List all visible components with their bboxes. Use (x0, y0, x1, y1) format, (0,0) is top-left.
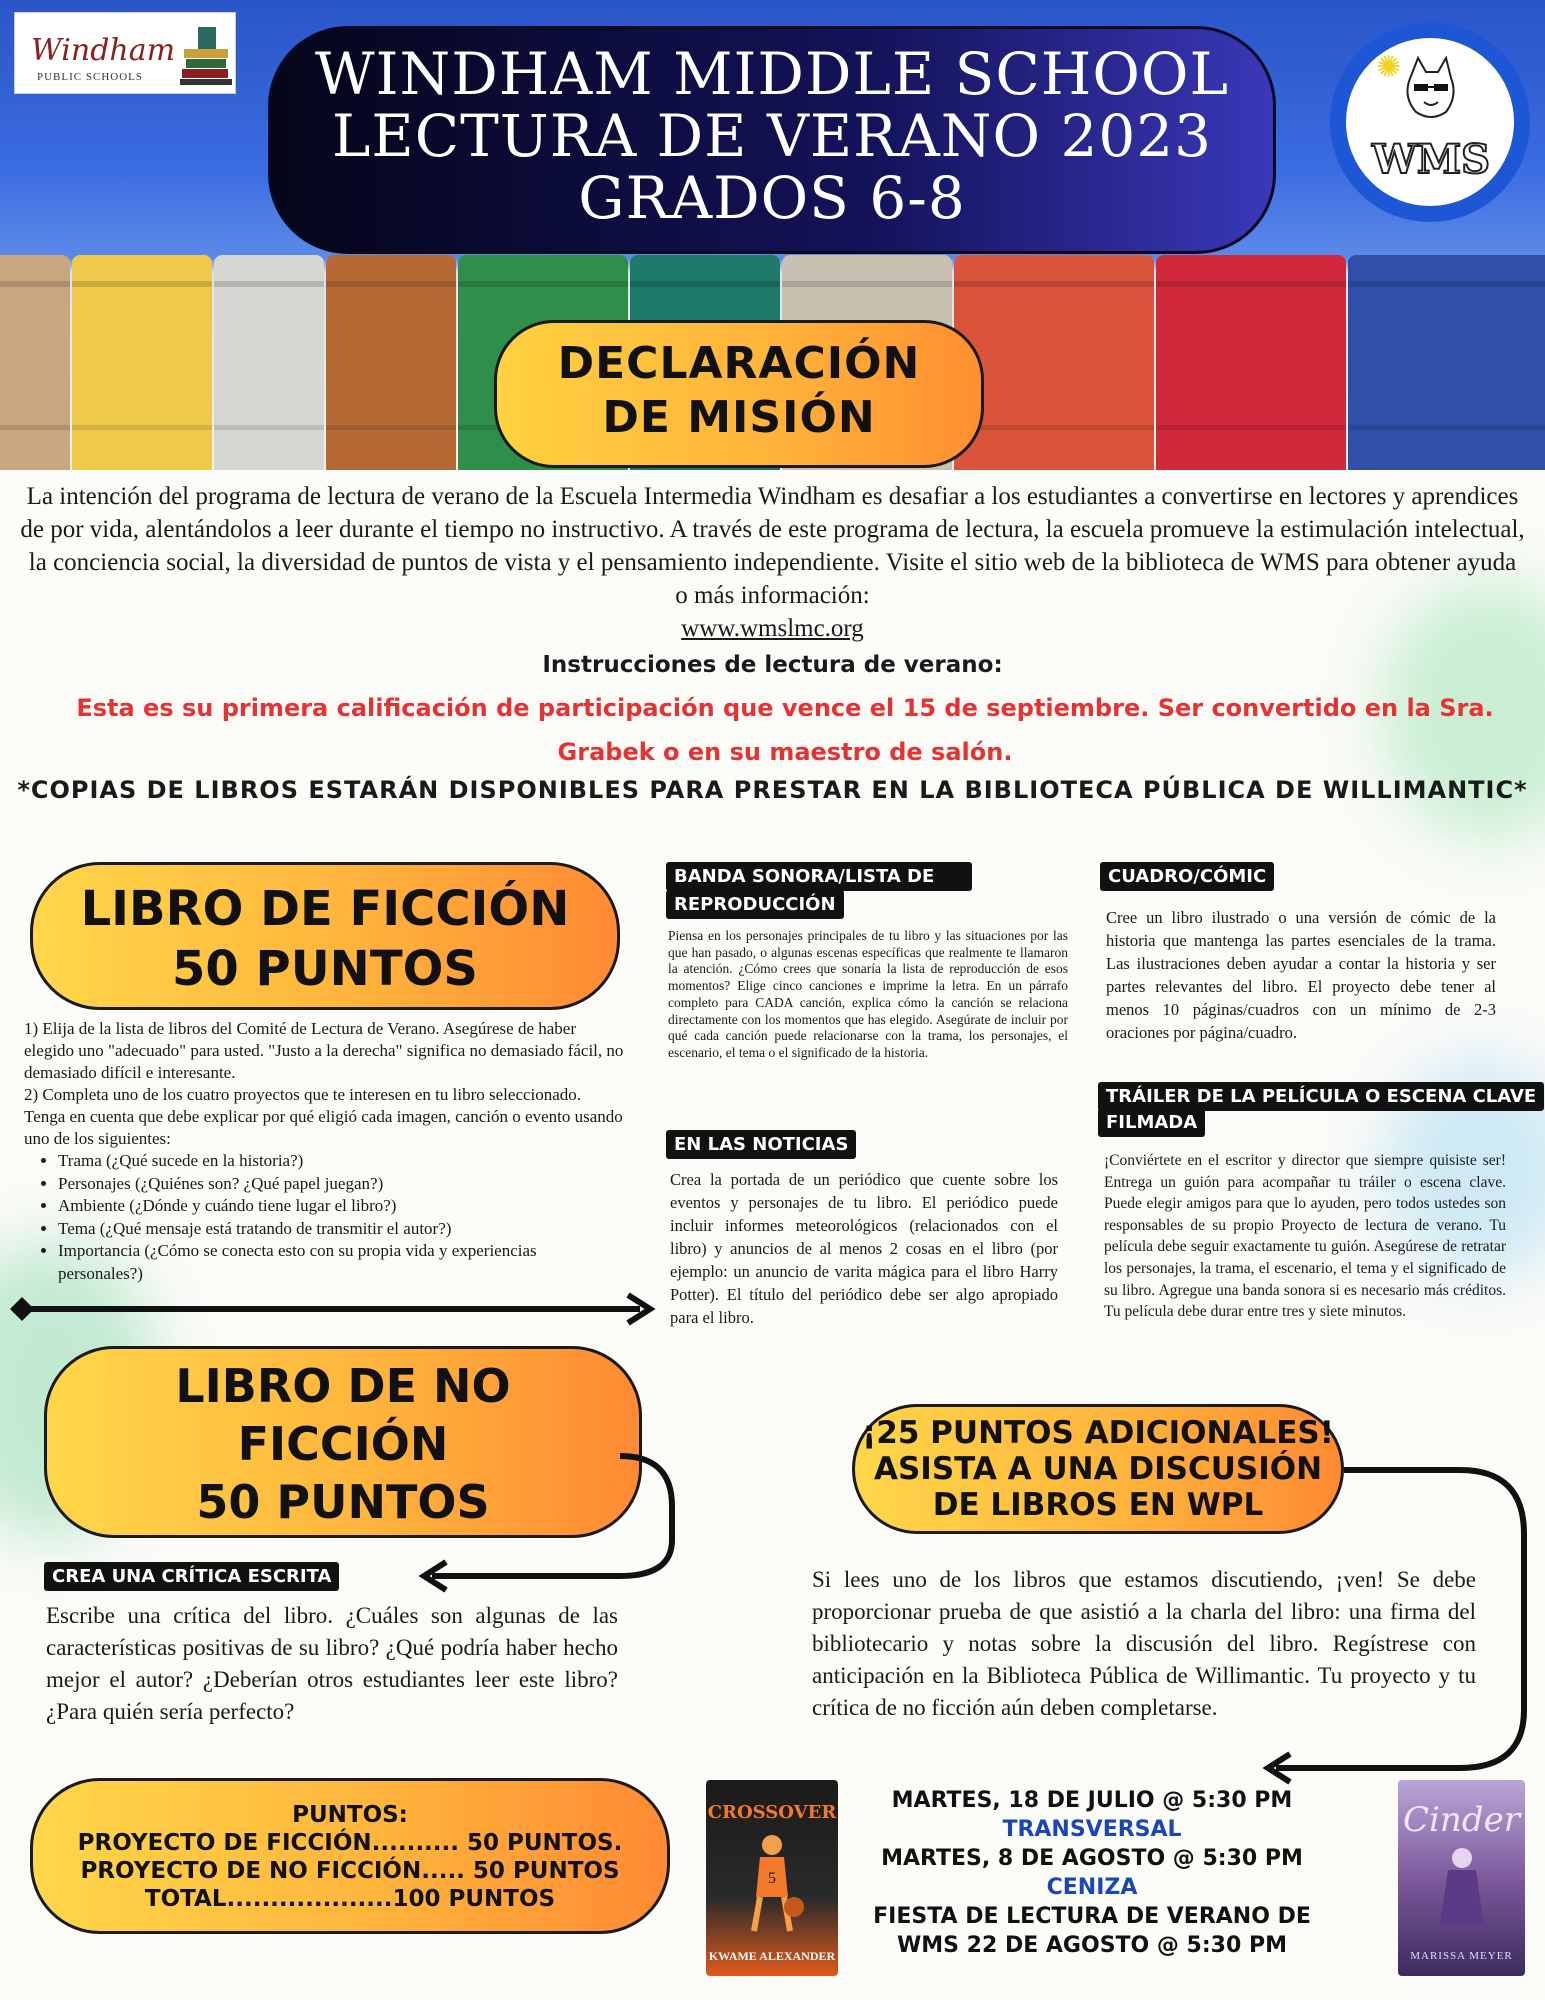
soundtrack-tag (666, 862, 972, 891)
bonus-line-2: ASISTA A UNA DISCUSIÓN (873, 1451, 1323, 1487)
wms-mascot-badge (1330, 22, 1530, 222)
nonfiction-line-2: FICCIÓN (237, 1417, 449, 1471)
cinder-book-cover (1398, 1780, 1525, 1976)
library-website-link[interactable]: www.wmslmc.org (681, 615, 864, 642)
mission-text: La intención del programa de lectura de verano de la Escuela Intermedia Windham es desafiar a los estudiantes a convertirse en lectores y aprendices de por vida, alentándolos a leer durante el tiempo no instructivo. A través de este programa de lectura, la escuela promueve la estimulación intelectual, la conciencia social, la diversidad de puntos de vista y el pensamiento independiente. Visite el sitio web de la biblioteca de WMS para obtener ayuda o más información: (20, 483, 1525, 609)
bonus-text: Si lees uno de los libros que estamos discutiendo, ¡ven! Se debe proporcionar prueba de que asistió a la charla del libro: una firma del bibliotecario y notas sobre la discusión del libro. Regístrese con anticipación en la Biblioteca Pública de Willimantic. Tu proyecto y tu crítica de no ficción aún deben completarse. (812, 1567, 1476, 1720)
points-title: PUNTOS: (292, 1802, 408, 1828)
list-item: • Ambiente (¿Dónde y cuándo tiene lugar el libro?) (58, 1195, 624, 1218)
mission-line-1: DECLARACIÓN (557, 338, 921, 389)
comic-text: Cree un libro ilustrado o una versión de cómic de la historia que mantenga las partes esenciales de la trama. Las ilustraciones deben ayudar a contar la historia y ser partes relevantes del libro. El proyecto debe tener al menos 10 páginas/cuadros con un mínimo de 2-3 oraciones por página/cuadro. (1106, 908, 1496, 1042)
events-list (842, 1786, 1342, 1960)
nonfiction-heading (44, 1346, 642, 1538)
logo-name: Windham (31, 33, 176, 68)
books-stack-icon (180, 21, 232, 89)
mission-statement (20, 480, 1525, 645)
points-total: TOTAL...................100 PUNTOS (144, 1886, 556, 1912)
soundtrack-tag-line-2: REPRODUCCIÓN (674, 894, 836, 915)
bonus-line-3: DE LIBROS EN WPL (932, 1487, 1264, 1523)
bonus-heading (852, 1404, 1344, 1534)
event-1-book: TRANSVERSAL (1002, 1817, 1182, 1842)
points-fiction: PROYECTO DE FICCIÓN.......... 50 PUNTOS. (77, 1830, 623, 1856)
fiction-line-1: LIBRO DE FICCIÓN (80, 881, 570, 937)
cinder-figure-icon (1422, 1840, 1502, 1930)
list-item: • Importancia (¿Cómo se conecta esto con su propia vida y experiencias personales?) (58, 1240, 624, 1285)
fiction-step-2: 2) Completa uno de los cuatro proyectos que te interesen en tu libro seleccionado. Tenga en cuenta que debe explicar por qué eligió cada imagen, canción o evento usando uno de los siguientes: (24, 1085, 623, 1148)
sun-icon: ✺ (1376, 51, 1402, 84)
trailer-tag-2 (1098, 1108, 1205, 1137)
crossover-title: CROSSOVER (707, 1802, 837, 1823)
due-date-notice: Esta es su primera calificación de participación que vence el 15 de septiembre. Ser convertido en la Sra. Grabek o en su maestro de salón. (76, 694, 1494, 766)
bonus-line-1: ¡25 PUNTOS ADICIONALES! (862, 1415, 1334, 1451)
fiction-step-1: 1) Elija de la lista de libros del Comité de Lectura de Verano. Asegúrese de haber elegido uno "adecuado" para usted. "Justo a la derecha" significa no demasiado fácil, no demasiado difícil e interesante. (24, 1019, 624, 1082)
instructions-heading: Instrucciones de lectura de verano: (542, 652, 1003, 678)
trailer-tag-line-2: FILMADA (1106, 1112, 1198, 1133)
arrowhead-left (424, 1562, 446, 1590)
list-item: • Tema (¿Qué mensaje está tratando de transmitir el autor?) (58, 1218, 624, 1241)
arrowhead-left-2 (1268, 1754, 1290, 1782)
list-item: • Personajes (¿Quiénes son? ¿Qué papel juegan?) (58, 1173, 624, 1196)
title-line-2: LECTURA DE VERANO 2023 (331, 102, 1213, 170)
logo-sub: PUBLIC SCHOOLS (37, 71, 143, 83)
title-line-3: GRADOS 6-8 (578, 164, 966, 232)
fiction-instructions (24, 1018, 624, 1285)
cinder-title: Cinder (1403, 1800, 1520, 1840)
arrowhead-right (628, 1295, 650, 1323)
points-summary (30, 1778, 670, 1934)
svg-text:5: 5 (768, 1870, 776, 1887)
fiction-criteria-list (24, 1150, 624, 1285)
soundtrack-text: Piensa en los personajes principales de tu libro y las situaciones por las que han pasado, o algunas escenas específicas que realmente te llamaron la atención. ¿Cómo crees que sonaría la lista de reproducción de esos momentos? Elige cinco canciones e imprime la letra. En un párrafo completo para CADA canción, explica cómo la canción se relaciona directamente con los momentos que has elegido. Asegúrate de incluir por qué cada canción puede relacionarse con la trama, los personajes, el escenario, el tema o el significado de la historia. (668, 928, 1068, 1060)
news-tag: EN LAS NOTICIAS (666, 1130, 856, 1159)
list-item: • Trama (¿Qué sucede en la historia?) (58, 1150, 624, 1173)
trailer-text: ¡Conviértete en el escritor y director que siempre quisiste ser! Entrega un guión para acompañar tu tráiler o escena clave. Puede elegir amigos para que lo ayuden, pero todos ustedes son responsables de su propio Proyecto de lectura de verano. Tu película debe seguir exactamente tu guión. Asegúrese de retratar los personajes, la trama, el escenario, el tema y el significado de su libro. Agregue una banda sonora si es necesario más créditos. Tu película debe durar entre tres y siete minutos. (1104, 1152, 1506, 1321)
crossover-book-cover (706, 1780, 838, 1976)
review-text: Escribe una crítica del libro. ¿Cuáles son algunas de las características positivas de su libro? ¿Qué podría haber hecho mejor el autor? ¿Deberían otros estudiantes leer este libro? ¿Para quién sería perfecto? (46, 1603, 618, 1724)
basketball-player-icon (732, 1827, 812, 1937)
windham-logo (14, 12, 236, 94)
wms-letters: WMS (1371, 136, 1491, 183)
soundtrack-tag-line-1: BANDA SONORA/LISTA DE (674, 866, 935, 887)
news-text: Crea la portada de un periódico que cuente sobre los eventos y personajes de tu libro. El periódico puede incluir informes meteorológicos (relacionados con el libro) y anuncios de al menos 2 cosas en el libro (por ejemplo: un anuncio de varita mágica para el libro Harry Potter). El título del periódico debe ser algo apropiado para el libro. (670, 1170, 1058, 1327)
points-nonfiction: PROYECTO DE NO FICCIÓN..... 50 PUNTOS (80, 1858, 620, 1884)
wildcat-mascot-icon (1396, 56, 1466, 136)
mission-heading (494, 320, 984, 468)
page-title (268, 26, 1276, 254)
title-line-1: WINDHAM MIDDLE SCHOOL (315, 40, 1229, 108)
fiction-line-2: 50 PUNTOS (172, 941, 478, 997)
trailer-tag (1098, 1082, 1544, 1111)
fiction-heading (30, 862, 620, 1010)
nonfiction-line-1: LIBRO DE NO (175, 1359, 511, 1413)
nonfiction-line-3: 50 PUNTOS (196, 1475, 490, 1529)
soundtrack-tag-2 (666, 890, 844, 919)
event-3: FIESTA DE LECTURA DE VERANO DE WMS 22 DE AGOSTO @ 5:30 PM (873, 1904, 1311, 1958)
crossover-author: KWAME ALEXANDER (708, 1949, 836, 1963)
event-1: MARTES, 18 DE JULIO @ 5:30 PM (891, 1788, 1293, 1813)
mission-line-2: DE MISIÓN (602, 392, 876, 443)
review-tag: CREA UNA CRÍTICA ESCRITA (44, 1562, 339, 1591)
cinder-author: MARISSA MEYER (1410, 1950, 1513, 1962)
event-2: MARTES, 8 DE AGOSTO @ 5:30 PM (881, 1846, 1303, 1871)
trailer-tag-line-1: TRÁILER DE LA PELÍCULA O ESCENA CLAVE (1106, 1086, 1537, 1107)
event-2-book: CENIZA (1046, 1875, 1138, 1900)
copies-notice: *COPIAS DE LIBROS ESTARÁN DISPONIBLES PARA PRESTAR EN LA BIBLIOTECA PÚBLICA DE WILLIMANTIC* (17, 776, 1528, 804)
comic-tag: CUADRO/CÓMIC (1100, 862, 1274, 891)
